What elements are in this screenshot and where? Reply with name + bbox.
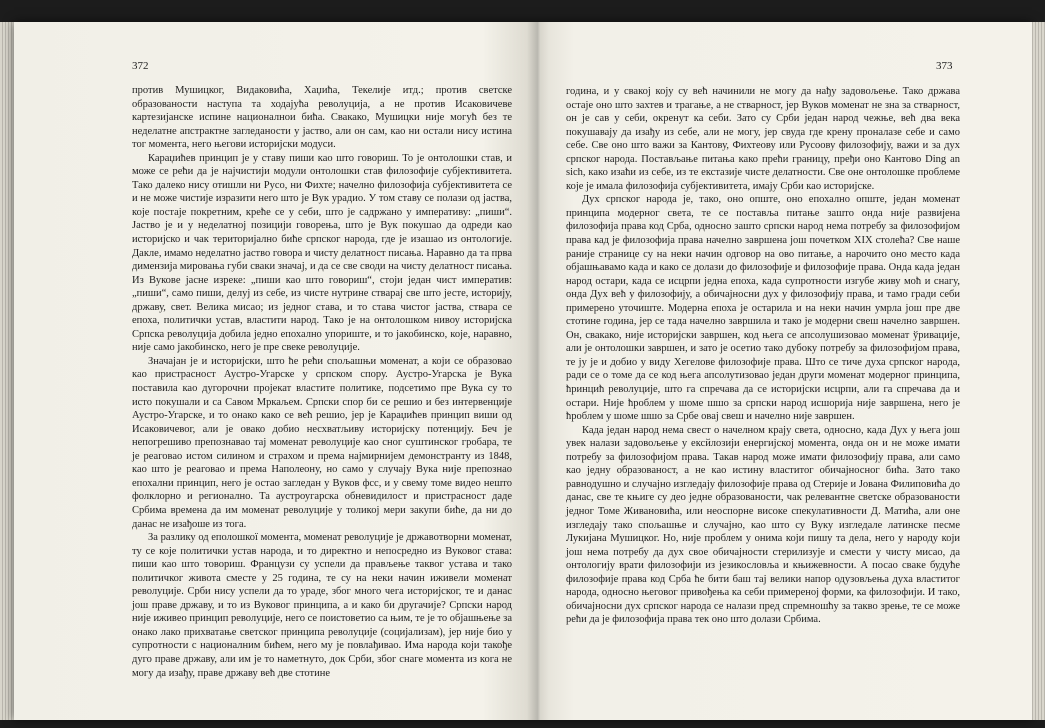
paragraph: Караџићев принцип је у ставу пиши као што говориш. То је онтолошки став, и може се рећи да је најчистији модули онтолошки став филозофије субјективитета. Тако далеко нису отишли ни Русо, ни Фихте; начелно филозофија субјективитета се и не може чистије изразити него што је Вук урадио. У том ставу се полази од јаства, које постаје покретним, креће се у себи, што је садржано у императиву: „пиши“. Јаство је и у неделатној позицији говорења, што је Вук покушао да одреди као историјско и чак територијално биће српског народа, где је изашао из онтологије. Дакле, имамо неделатно јаство говора и чисту делатност писања. Наравно да та прва димензија мировања губи сваки значај, и да се све своди на чисту делатност писања. Из Вукове јасне изреке: „пиши као што говориш“, стоји један чист императив: „пиши“, само пиши, делуј из себе, из чисте нутрине стварај све што јесте, историју, државу, свет. Велика мисао; из једног става, и то става чистог јаства, ствара се епоха, политички устав, властити народ. Тако је на онтолошком нивоу историјска Српска револуција добила једно епохално упориште, и то јакобинско, које, наравно, није само јакобинско, него је пре свеке револуције.	[132, 152, 512, 354]
paragraph: година, и у свакој коју су већ начинили не могу да нађу задовољење. Тако држава остаје оно што захтев и трагање, а не стварност, јер Вуков моменат не зна за стварност, он је сав у себи, окренут ка себи. Зато су Срби један народ чежње, већ два века покушавају да изађу из себе, али не могу, јер свуда где крену проналазе себе и само себе. Све оно што важи за Кантову, Фихтеову или Русоову филозофију, важи и за дух српског народа. Постављање питања како прећи границу, пређи оно Кантово Ding an sich, како изаћи из себе, из те екстазије чисте делатности. Све оне онтолошке проблеме које је имала филозофија субјективитета, имају Срби као историјске.	[566, 86, 960, 192]
paragraph: За разлику од еполошкої момента, моменат револуције је државотворни моменат, ту се које политички устав народа, и то директно и непосредно из Вуковог става: пиши као што товориш. Французи су успели да прављење таквог устава и тако политичког живота сместе у 25 година, те су на неки начин иживели моменат револуције. Срби нису успели да то ураде, због много чега историјског, те и данас још праве државу, и то из Вуковог принципа, а и како би другачије? Српски народ није иживео принцип револуције, него се поистоветио са њим, те је то објашњење за онако лако прихватање светског принципа револуције (социјализам), јер није био у супротности с националним бићем, него му је повлађивао. Има народа који такође дуго праве државу, али им је то наметнуто, док Срби, због снаге момента из кога не могу да изађу, праве државу већ две стотине	[132, 532, 512, 679]
left-page-text	[132, 84, 512, 680]
paragraph: против Мушицког, Видаковића, Хаџића, Текелије итд.; против светске образованости наступа та ходајућа револуција, а не против Исаковичеве картезијанске испине националнои бића. Свакако, Мушицки није могућ без те неделатне апстрактне загледаности у јаство, али он сам, као ни остали нису истина тог момента, него његови историјски модуси.	[132, 85, 512, 151]
page-number-right: 373	[936, 60, 953, 72]
paragraph: Дух српског народа је, тако, оно опште, оно епохално опште, један моменат принципа модерног света, те се поставља питање зашто онда није развијена филозофија права код Срба, односно зашто српски народ нема потребу за филозофијом права кад је филозофија права начелно завршена још почетком XIX столећа? Све наше раније странице су на неки начин одговор на ово питање, а нарочито оно место када објашњавамо када и како се долази до филозофије и филозофије права. Онда када један народ остари, када се исцрпи једна епоха, када супротности изгубе живу моћ и снагу, онда Дух већ у филозофију, а обичајносни дух у филозофију права, и тамо гради себи примерено уточиште. Модерна епоха је остарила и на неки начин умрла још пре две стотине година, јер се тада начелно завршила и тако је модерни свеш начелно завршен. Он, свакако, није историјски завршен, код њега се апсолушизовао моменат ўривације, али је онтолошки завршен, и зато је осетио тако дубоку потребу за филозофијом права, те ју је и добио у виду Хегелове филозофије права. Што се тиче духа српског народа, ради се о томе да се код њега апсолутизовао један други моменат модерног принципа, ћринцић револуције, што га спречава да се историјски исцрпи, али га спречава да и остари. Није ћроблем у шоме шшо за српски народ исшорија није завршена, него је ћроблем у шоме шшо за Србе овај свеш и начелно није завршен.	[566, 194, 960, 423]
page-edges-right	[1032, 22, 1045, 720]
book-gutter	[527, 22, 549, 720]
page-number-left: 372	[132, 60, 149, 72]
page-edges-left	[0, 22, 14, 720]
paragraph: Значајан је и историјски, што ће рећи спољашњи моменат, а који се образовао као пристрасност Аустро-Угарске у српском спору. Аустро-Угарска је Вука поставила као дугорочни пројекат властите политике, подсетимо пре Вука су то исто покушали и са Савом Мркаљем. Српски спор би се решио и без интервенције Аустро-Угарске, и то онако како се већ решио, јер је Караџићев принцип виши од Исаковичевог, али је овако добио несхватљиву историјску потенцију. Беч је непогрешиво препознавао тај моменат револуције као сног суштинског гробара, те је реаговао истом силином и страхом и према најмирнијем демонстранту из 1848, као што је реаговао и према Наполеону, но само у случају Вука није препознао епохални принцип, него је остао загледан у Вуков фсс, и у свему томе видео нешто фолклорно и регионално. Та аустроугарска обневидилост и пристрасност даде Србима времена да им моменат револуције у толикој мери закупи биће, да ни до данас не изађоше из тога.	[132, 355, 512, 530]
paragraph: Када један народ нема свест о начелном крају света, односно, када Дух у њега још увек налази задовољење у ексйлозији енергијској момента, онда он и не може имати потребу за филозофијом права. Такав народ може имати филозофију права, али само као једну образованост, а не као истину властитог обичајносног бића. Зато тако равнодушно и случајно изгледају филозофије права од Стерије и Јована Филиповића до данас, све те књиге су део једне образованости, чак релевантне светске образованости једног Томе Живановића, или неоспорне високе спекулативности Д. Матића, али оне изгледају тако спољашње и случајно, као што су Вуку изгледале латинске песме Лукијана Мушицког. Но, није проблем у онима који пишу та дела, него у народу који још нема потребу да дух свое обичајности стерилизује и смести у чисту мисао, да онтологију врати филозофији из језикословља и књижевности. А посао свакe будуће филозофије права код Срба ће бити баш тај велики напор одузовљења духа властитог народа, односно његовог привођења ка себи примереној форми, ка филозофији. И тако, обичајносни дух српског народа се налази пред спремношћу за такво зрење, те се може рећи да је филозофија права тек оно што долази Србима.	[566, 424, 960, 626]
right-page-text	[566, 85, 960, 627]
